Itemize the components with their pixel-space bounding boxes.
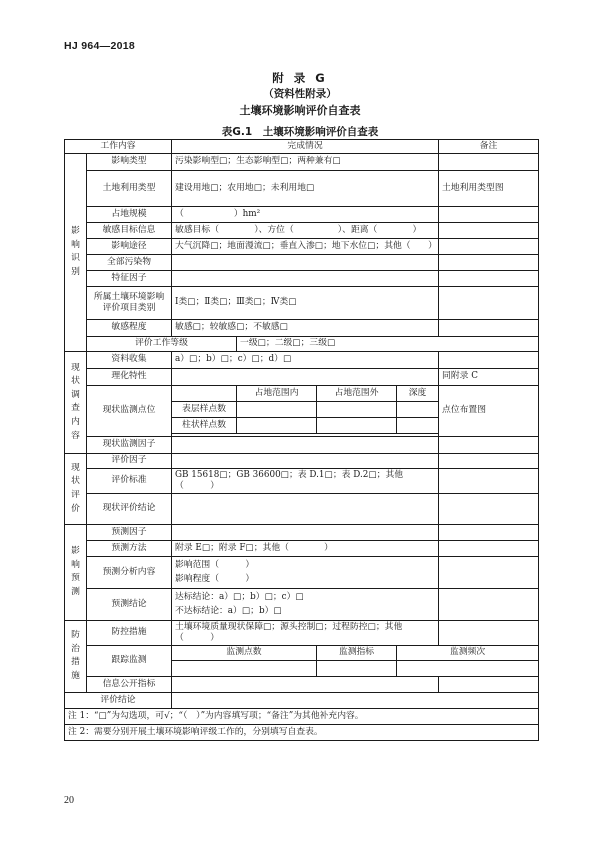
data-collection-note[interactable] bbox=[439, 351, 539, 368]
disclosure-label: 信息公开指标 bbox=[87, 676, 172, 692]
appendix-title: 土壤环境影响评价自查表 bbox=[239, 104, 361, 117]
column-samples-depth[interactable] bbox=[397, 417, 439, 433]
all-pollutants-label: 全部污染物 bbox=[87, 254, 172, 270]
surface-samples-depth[interactable] bbox=[397, 401, 439, 417]
table-row bbox=[65, 319, 539, 336]
grade-label: 评价工作等级 bbox=[87, 336, 237, 351]
data-collection-value[interactable]: a）□；b）□；c）□；d）□ bbox=[172, 351, 439, 368]
eval-conclusion-label: 现状评价结论 bbox=[87, 493, 172, 524]
monitor-header-frequency: 监测频次 bbox=[397, 645, 539, 660]
eval-factor-label: 评价因子 bbox=[87, 453, 172, 468]
final-conclusion-value[interactable] bbox=[172, 692, 539, 708]
sensitivity-label: 敏感程度 bbox=[87, 319, 172, 336]
monitor-label: 跟踪监测 bbox=[87, 645, 172, 676]
grade-value[interactable]: 一级□；二级□；三级□ bbox=[237, 336, 539, 351]
monitor-points-value[interactable] bbox=[172, 660, 317, 676]
points-header-outside: 占地范围外 bbox=[317, 385, 397, 401]
table-row bbox=[65, 351, 539, 368]
predict-analysis-value[interactable]: 影响范围（ ） 影响程度（ ） bbox=[172, 556, 439, 588]
table-header-row bbox=[65, 140, 539, 154]
note-2: 注 2：需要分别开展土壤环境影响评级工作的，分别填写自查表。 bbox=[65, 724, 539, 740]
table-row bbox=[65, 676, 539, 692]
note-1: 注 1：“□”为勾选项，可√；“（ ）”为内容填写项；“备注”为其他补充内容。 bbox=[65, 708, 539, 724]
column-samples-inside[interactable] bbox=[237, 417, 317, 433]
status-factor-label: 现状监测因子 bbox=[87, 436, 172, 453]
table-row bbox=[65, 453, 539, 468]
table-row bbox=[65, 385, 539, 401]
predict-factor-label: 预测因子 bbox=[87, 524, 172, 540]
eval-conclusion-note[interactable] bbox=[439, 493, 539, 524]
landuse-value[interactable]: 建设用地□；农用地□；未利用地□ bbox=[172, 170, 439, 206]
monitor-header-points: 监测点数 bbox=[172, 645, 317, 660]
phys-label: 理化特性 bbox=[87, 368, 172, 385]
disclosure-value[interactable] bbox=[172, 676, 439, 692]
column-samples-label: 柱状样点数 bbox=[172, 417, 237, 433]
surface-samples-outside[interactable] bbox=[317, 401, 397, 417]
table-row bbox=[65, 692, 539, 708]
status-factor-value[interactable] bbox=[172, 436, 439, 453]
monitor-indicators-value[interactable] bbox=[317, 660, 397, 676]
eval-factor-note[interactable] bbox=[439, 453, 539, 468]
target-note[interactable] bbox=[439, 222, 539, 238]
sensitivity-note[interactable] bbox=[439, 319, 539, 336]
points-header-inside: 占地范围内 bbox=[237, 385, 317, 401]
table-row bbox=[65, 620, 539, 645]
table-row bbox=[65, 153, 539, 170]
table-row bbox=[65, 238, 539, 254]
appendix-nature: （资料性附录） bbox=[263, 88, 337, 100]
eval-standard-label: 评价标准 bbox=[87, 468, 172, 493]
all-pollutants-value[interactable] bbox=[172, 254, 439, 270]
route-label: 影响途径 bbox=[87, 238, 172, 254]
landuse-label: 土地利用类型 bbox=[87, 170, 172, 206]
eval-standard-value[interactable]: GB 15618□；GB 36600□；表 D.1□；表 D.2□；其他（ ） bbox=[172, 468, 439, 493]
control-measures-value[interactable]: 土壤环境质量现状保障□；源头控制□；过程防控□；其他（ ） bbox=[172, 620, 439, 645]
header-completion: 完成情况 bbox=[172, 140, 439, 154]
table-row bbox=[65, 286, 539, 319]
category-note[interactable] bbox=[439, 286, 539, 319]
predict-method-label: 预测方法 bbox=[87, 540, 172, 556]
points-note: 点位布置图 bbox=[439, 385, 539, 436]
monitor-frequency-value[interactable] bbox=[397, 660, 539, 676]
group-status-survey: 现 状 调 查 内 容 bbox=[65, 351, 87, 453]
points-header-depth: 深度 bbox=[397, 385, 439, 401]
char-factor-note[interactable] bbox=[439, 270, 539, 286]
points-corner-cell bbox=[172, 385, 237, 401]
impact-type-value[interactable]: 污染影响型□；生态影响型□；两种兼有□ bbox=[172, 153, 439, 170]
predict-analysis-label: 预测分析内容 bbox=[87, 556, 172, 588]
header-note: 备注 bbox=[439, 140, 539, 154]
disclosure-note[interactable] bbox=[439, 676, 539, 692]
route-note[interactable] bbox=[439, 238, 539, 254]
predict-method-note[interactable] bbox=[439, 540, 539, 556]
table-row bbox=[65, 368, 539, 385]
eval-standard-note[interactable] bbox=[439, 468, 539, 493]
predict-factor-value[interactable] bbox=[172, 524, 439, 540]
group-impact-prediction: 影 响 预 测 bbox=[65, 524, 87, 620]
table-row bbox=[65, 588, 539, 620]
status-factor-note[interactable] bbox=[439, 436, 539, 453]
char-factor-label: 特征因子 bbox=[87, 270, 172, 286]
points-label: 现状监测点位 bbox=[87, 385, 172, 436]
predict-factor-note[interactable] bbox=[439, 524, 539, 540]
predict-conclusion-note[interactable] bbox=[439, 588, 539, 620]
surface-samples-inside[interactable] bbox=[237, 401, 317, 417]
group-impact-identification: 影 响 识 别 bbox=[65, 153, 87, 351]
table-row bbox=[65, 206, 539, 222]
surface-samples-label: 表层样点数 bbox=[172, 401, 237, 417]
impact-type-label: 影响类型 bbox=[87, 153, 172, 170]
table-row bbox=[65, 436, 539, 453]
char-factor-value[interactable] bbox=[172, 270, 439, 286]
target-label: 敏感目标信息 bbox=[87, 222, 172, 238]
appendix-label: 附 录 G bbox=[272, 71, 328, 85]
header-work-content: 工作内容 bbox=[65, 140, 172, 154]
impact-type-note[interactable] bbox=[439, 153, 539, 170]
table-row bbox=[65, 254, 539, 270]
area-note[interactable] bbox=[439, 206, 539, 222]
table-row bbox=[65, 645, 539, 660]
table-row bbox=[65, 524, 539, 540]
eval-factor-value[interactable] bbox=[172, 453, 439, 468]
group-status-evaluation: 现 状 评 价 bbox=[65, 453, 87, 524]
predict-conclusion-label: 预测结论 bbox=[87, 588, 172, 620]
self-check-table bbox=[64, 139, 539, 741]
standard-code: HJ 964—2018 bbox=[64, 40, 136, 52]
page-number: 20 bbox=[64, 795, 74, 806]
sensitivity-value[interactable]: 敏感□；较敏感□；不敏感□ bbox=[172, 319, 439, 336]
control-measures-label: 防控措施 bbox=[87, 620, 172, 645]
category-label: 所属土壤环境影响 评价项目类别 bbox=[87, 286, 172, 319]
predict-conclusion-value[interactable]: 达标结论：a）□；b）□；c）□ 不达标结论：a）□；b）□ bbox=[172, 588, 439, 620]
table-row bbox=[65, 556, 539, 588]
landuse-note: 土地利用类型图 bbox=[439, 170, 539, 206]
phys-note: 同附录 C bbox=[439, 368, 539, 385]
table-caption: 表G.1 土壤环境影响评价自查表 bbox=[221, 126, 379, 138]
table-note-row bbox=[65, 708, 539, 724]
group-control-measures: 防 治 措 施 bbox=[65, 620, 87, 692]
all-pollutants-note[interactable] bbox=[439, 254, 539, 270]
table-row bbox=[65, 493, 539, 524]
category-value[interactable]: Ⅰ类□；Ⅱ类□；Ⅲ类□；Ⅳ类□ bbox=[172, 286, 439, 319]
table-row bbox=[65, 170, 539, 206]
area-label: 占地规模 bbox=[87, 206, 172, 222]
table-row bbox=[65, 336, 539, 351]
route-value[interactable]: 大气沉降□；地面漫流□；垂直入渗□；地下水位□；其他（ ） bbox=[172, 238, 439, 254]
predict-method-value[interactable]: 附录 E□；附录 F□；其他（ ） bbox=[172, 540, 439, 556]
data-collection-label: 资料收集 bbox=[87, 351, 172, 368]
area-value[interactable]: （ ）hm² bbox=[172, 206, 439, 222]
column-samples-outside[interactable] bbox=[317, 417, 397, 433]
table-row bbox=[65, 540, 539, 556]
final-conclusion-label: 评价结论 bbox=[65, 692, 172, 708]
phys-value[interactable] bbox=[172, 368, 439, 385]
table-note-row bbox=[65, 724, 539, 740]
table-row bbox=[65, 270, 539, 286]
table-row bbox=[65, 222, 539, 238]
table-row bbox=[65, 468, 539, 493]
eval-conclusion-value[interactable] bbox=[172, 493, 439, 524]
target-value[interactable]: 敏感目标（ ）、方位（ ）、距离（ ） bbox=[172, 222, 439, 238]
control-measures-note[interactable] bbox=[439, 620, 539, 645]
predict-analysis-note[interactable] bbox=[439, 556, 539, 588]
monitor-header-indicators: 监测指标 bbox=[317, 645, 397, 660]
